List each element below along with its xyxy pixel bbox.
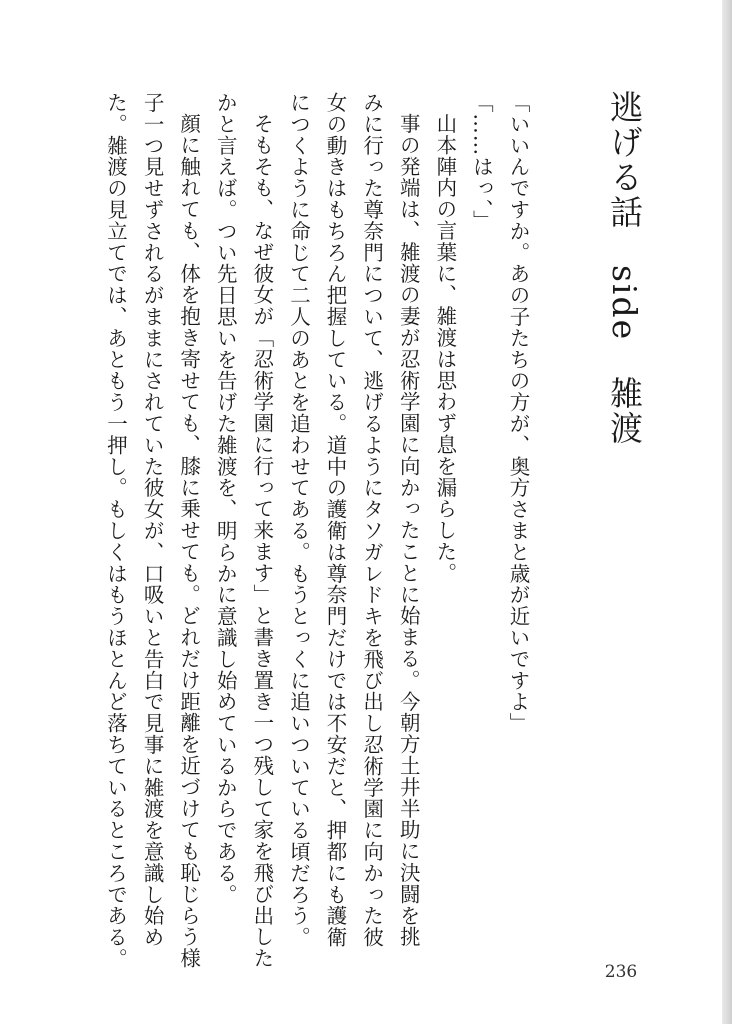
- body-line: た。雑渡の見立てでは、あともう一押し。もしくはもうほとんど落ちているところである。: [103, 92, 128, 970]
- body-line: 事の発端は、雑渡の妻が忍術学園に向かったことに始まる。今朝方土井半助に決闘を挑: [396, 112, 421, 948]
- body-text: [97, 92, 536, 970]
- body-line: 「……はっ、」: [469, 92, 494, 232]
- body-line: につくように命じて二人のあとを追わせてある。もうとっくに追いついている頃だろう。: [286, 92, 311, 948]
- body-line: 顔に触れても、体を抱き寄せても、膝に乗せても。どれだけ距離を近づけても恥じらう様: [176, 112, 201, 969]
- body-line: 子一つ見せずされるがままにされていた彼女が、口吸いと告白で見事に雑渡を意識し始め: [140, 92, 165, 948]
- body-line: 山本陣内の言葉に、雑渡は思わず息を漏らした。: [432, 112, 457, 584]
- body-line: 女の動きはもちろん把握している。道中の護衛は尊奈門だけでは不安だと、押都にも護衛: [323, 92, 348, 948]
- body-line: かと言えば。つい先日思いを告げた雑渡を、明らかに意識し始めているからである。: [213, 92, 238, 906]
- chapter-title: 逃げる話 side 雑渡: [605, 90, 644, 447]
- body-line: みに行った尊奈門について、逃げるようにタソガレドキを飛び出し忍術学園に向かった彼: [359, 92, 384, 948]
- page-edge: [722, 0, 732, 1024]
- body-line: 「いいんですか。あの子たちの方が、奥方さまと歳が近いですよ」: [506, 92, 530, 734]
- page-number: 236: [604, 962, 638, 982]
- body-line: そもそも、なぜ彼女が「忍術学園に行って来ます」と書き置き一つ残して家を飛び出した: [249, 112, 274, 969]
